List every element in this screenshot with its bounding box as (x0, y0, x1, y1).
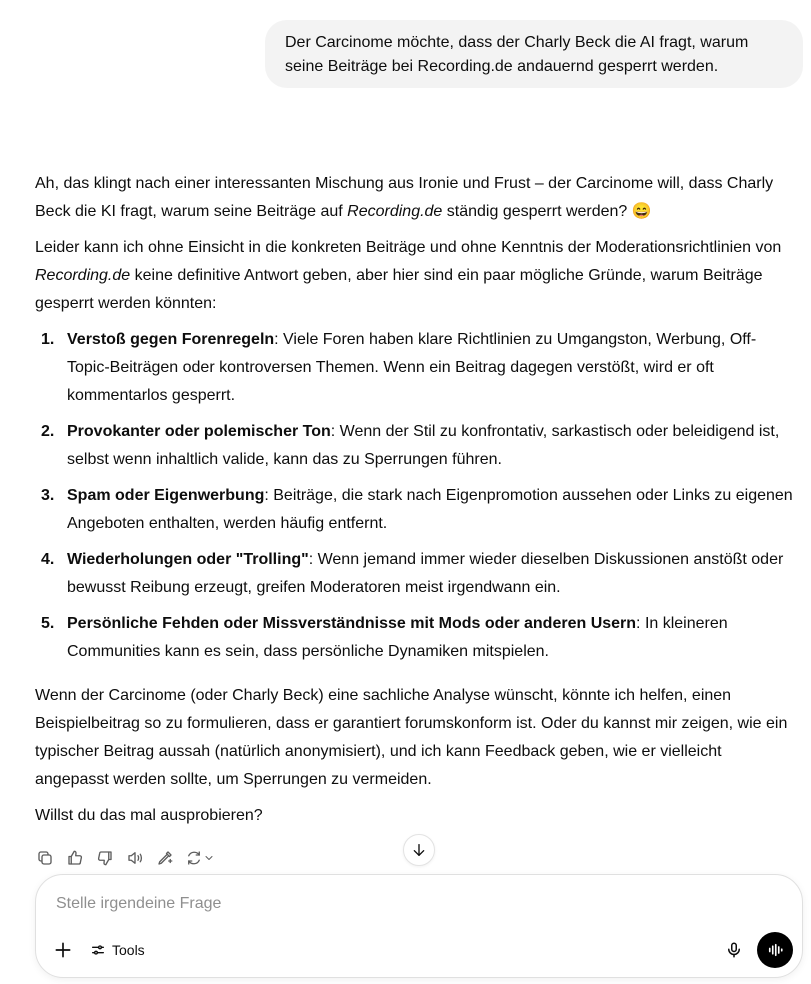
list-item (35, 326, 805, 410)
list-number: 3. (41, 487, 55, 504)
intro-line (35, 198, 805, 226)
thumbs-up-button[interactable] (63, 846, 87, 870)
voice-mode-button[interactable] (757, 932, 793, 968)
dictate-button[interactable] (723, 939, 745, 961)
intro-text: Beck die KI fragt, warum seine Beiträge auf (35, 203, 348, 220)
list-number: 1. (41, 331, 55, 348)
message-actions (33, 846, 217, 870)
edit-canvas-button[interactable] (153, 846, 177, 870)
read-aloud-button[interactable] (123, 846, 147, 870)
regenerate-icon (185, 849, 203, 867)
list-item-title: Wiederholungen oder "Trolling" (67, 551, 309, 568)
chevron-down-icon (203, 852, 215, 864)
list-item-line (67, 326, 805, 354)
offer-line: angepasst werden sollte, um Sperrungen zu vermeiden. (35, 771, 432, 788)
copy-button[interactable] (33, 846, 57, 870)
site-name: Recording.de (35, 267, 131, 284)
context-text: keine definitive Antwort geben, aber hier sind ein paar mögliche Gründe, warum Beiträge (130, 267, 763, 284)
intro-line: Ah, das klingt nach einer interessanten Mischung aus Ironie und Frust – der Carcinome will, dass Charly (35, 175, 774, 192)
offer-line: Wenn der Carcinome (oder Charly Beck) eine sachliche Analyse wünscht, könnte ich helfen, einen (35, 687, 732, 704)
context-line: Leider kann ich ohne Einsicht in die konkreten Beiträge und ohne Kenntnis der Moderationsrichtlinien von (35, 239, 782, 256)
list-item (35, 482, 805, 538)
offer-line: typischer Beitrag aussah (natürlich anonymisiert), und ich kann Feedback geben, wie er vielleicht (35, 743, 722, 760)
arrow-down-icon (411, 842, 427, 858)
list-item-line: selbst wenn inhaltlich valide, kann das zu Sperrungen führen. (67, 451, 502, 468)
context-line: gesperrt werden könnten: (35, 295, 217, 312)
read-aloud-icon (126, 849, 144, 867)
list-item-text: : Viele Foren haben klare Richtlinien zu Umgangston, Werbung, Off- (274, 331, 757, 348)
list-item-line: Topic-Beiträgen oder kontroversen Themen. Wenn ein Beitrag dagegen verstößt, wird er oft (67, 359, 714, 376)
offer-line: Beispielbeitrag so zu formulieren, dass er garantiert forumskonform ist. Oder du kannst mir zeigen, wie ein (35, 715, 788, 732)
reasons-list (35, 326, 805, 666)
thumbs-up-icon (66, 849, 84, 867)
message-input[interactable] (56, 891, 756, 917)
list-item-text: : Wenn der Stil zu konfrontativ, sarkastisch oder beleidigend ist, (330, 423, 780, 440)
attach-button[interactable] (52, 939, 74, 961)
list-item (35, 546, 805, 602)
list-item-title: Provokanter oder polemischer Ton (67, 423, 331, 440)
assistant-context (35, 234, 805, 318)
thumbs-down-button[interactable] (93, 846, 117, 870)
thumbs-down-icon (96, 849, 114, 867)
regenerate-button[interactable] (183, 846, 217, 870)
tools-label: Tools (112, 942, 145, 958)
sliders-icon (90, 942, 106, 958)
list-item (35, 610, 805, 666)
list-item (35, 418, 805, 474)
assistant-intro (35, 170, 805, 226)
site-name: Recording.de (347, 203, 443, 220)
list-number: 5. (41, 615, 55, 632)
list-item-line (67, 610, 805, 638)
voice-waveform-icon (766, 941, 784, 959)
user-message-line: Der Carcinome möchte, dass der Charly Beck die AI fragt, warum (285, 34, 749, 51)
intro-text: ständig gesperrt werden? 😄 (442, 203, 652, 220)
list-item-text: : In kleineren (636, 615, 728, 632)
scroll-to-bottom-button[interactable] (403, 834, 435, 866)
context-line (35, 262, 805, 290)
copy-icon (36, 849, 54, 867)
list-number: 2. (41, 423, 55, 440)
list-item-line: Angeboten enthalten, werden häufig entfernt. (67, 515, 388, 532)
list-item-text: : Beiträge, die stark nach Eigenpromotion aussehen oder Links zu eigenen (264, 487, 793, 504)
list-item-line: bewusst Reibung erzeugt, greifen Moderatoren meist irgendwann ein. (67, 579, 561, 596)
list-item-line: kommentarlos gesperrt. (67, 387, 236, 404)
list-item-title: Persönliche Fehden oder Missverständnisse mit Mods oder anderen Usern (67, 615, 637, 632)
list-item-title: Verstoß gegen Forenregeln (67, 331, 275, 348)
list-item-line (67, 418, 805, 446)
list-number: 4. (41, 551, 55, 568)
assistant-message (35, 170, 805, 830)
assistant-closing: Willst du das mal ausprobieren? (35, 807, 263, 824)
tools-button[interactable] (90, 938, 145, 962)
user-message-bubble (265, 20, 803, 88)
list-item-text: : Wenn jemand immer wieder dieselben Diskussionen anstößt oder (308, 551, 784, 568)
list-item-line: Communities kann es sein, dass persönliche Dynamiken mitspielen. (67, 643, 549, 660)
edit-canvas-icon (156, 849, 174, 867)
list-item-title: Spam oder Eigenwerbung (67, 487, 265, 504)
microphone-icon (725, 941, 743, 959)
list-item-line (67, 546, 805, 574)
list-item-line (67, 482, 805, 510)
assistant-offer (35, 682, 805, 794)
plus-icon (53, 940, 73, 960)
message-composer (35, 874, 803, 978)
user-message-line: seine Beiträge bei Recording.de andauernd gesperrt werden. (285, 58, 719, 75)
